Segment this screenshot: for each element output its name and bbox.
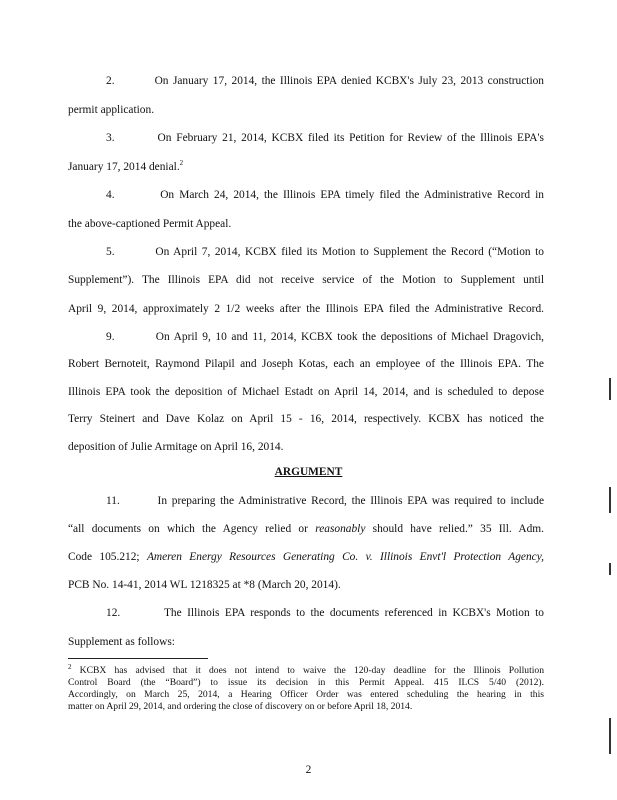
footnote-line-4: matter on April 29, 2014, and ordering the close of discovery on or before April 18, 2014. bbox=[68, 701, 413, 712]
para-2-line-1: 2. On January 17, 2014, the Illinois EPA denied KCBX's July 23, 2013 construction bbox=[106, 75, 544, 87]
scan-mark bbox=[609, 378, 611, 400]
argument-heading: ARGUMENT bbox=[274, 466, 343, 478]
footnote-ref: 2 bbox=[179, 159, 184, 168]
para-5-line-1: 5. On April 7, 2014, KCBX filed its Motion to Supplement the Record (“Motion to bbox=[106, 246, 544, 258]
para-5-line-2: Supplement”). The Illinois EPA did not receive service of the Motion to Supplement until bbox=[68, 274, 544, 286]
footnote-mark: 2 bbox=[68, 662, 72, 671]
para-3-text: January 17, 2014 denial. bbox=[68, 161, 180, 173]
para-3-line-2 bbox=[68, 160, 544, 174]
para-4-line-1: 4. On March 24, 2014, the Illinois EPA timely filed the Administrative Record in bbox=[106, 189, 544, 201]
footnote-line-2: Control Board (the “Board”) to issue its decision in this Permit Appeal. 415 ILCS 5/40 (2012). bbox=[68, 677, 544, 688]
para-9-line-2: Robert Bernoteit, Raymond Pilapil and Joseph Kotas, each an employee of the Illinois EPA. The bbox=[68, 358, 544, 370]
page-number: 2 bbox=[305, 764, 312, 776]
para-9-line-3: Illinois EPA took the deposition of Michael Estadt on April 14, 2014, and is scheduled to depose bbox=[68, 386, 544, 398]
para-11-emphasis: reasonably bbox=[315, 523, 366, 535]
para-11-line-4: PCB No. 14-41, 2014 WL 1218325 at *8 (March 20, 2014). bbox=[68, 579, 341, 591]
case-citation: Ameren Energy Resources Generating Co. v. Illinois Envt'l Protection Agency, bbox=[146, 551, 544, 563]
para-3-line-1: 3. On February 21, 2014, KCBX filed its Petition for Review of the Illinois EPA's bbox=[106, 132, 544, 144]
para-12-line-1: 12. The Illinois EPA responds to the documents referenced in KCBX's Motion to bbox=[106, 607, 544, 619]
para-11-line-3-a: Code 105.212; bbox=[68, 551, 147, 563]
para-11-line-2 bbox=[68, 522, 544, 536]
footnote-line-1 bbox=[68, 662, 544, 677]
para-11-line-2-a: “all documents on which the Agency relied or bbox=[68, 523, 316, 535]
para-4-line-2: the above-captioned Permit Appeal. bbox=[68, 218, 232, 230]
para-9-line-5: deposition of Julie Armitage on April 16, 2014. bbox=[68, 441, 284, 453]
footnote-text-1: KCBX has advised that it does not intend to waive the 120-day deadline for the Illinois Pollution bbox=[71, 665, 544, 676]
para-5-line-3: April 9, 2014, approximately 2 1/2 weeks after the Illinois EPA filed the Administrative Record. bbox=[68, 303, 544, 315]
para-9-line-4: Terry Steinert and Dave Kolaz on April 15 - 16, 2014, respectively. KCBX has noticed the bbox=[68, 413, 544, 425]
para-11-line-3 bbox=[68, 550, 544, 564]
footnote-rule bbox=[68, 658, 208, 659]
scan-mark bbox=[609, 563, 611, 575]
para-12-line-2: Supplement as follows: bbox=[68, 636, 175, 648]
scan-mark bbox=[609, 718, 611, 754]
scan-mark bbox=[609, 487, 611, 513]
para-11-line-1: 11. In preparing the Administrative Record, the Illinois EPA was required to include bbox=[106, 495, 544, 507]
para-2-line-2: permit application. bbox=[68, 104, 155, 116]
footnote-line-3: Accordingly, on March 25, 2014, a Hearing Officer Order was entered scheduling the hearing in this bbox=[68, 689, 544, 700]
para-11-line-2-b: should have relied.” 35 Ill. Adm. bbox=[365, 523, 544, 535]
para-9-line-1: 9. On April 9, 10 and 11, 2014, KCBX took the depositions of Michael Dragovich, bbox=[106, 331, 544, 343]
